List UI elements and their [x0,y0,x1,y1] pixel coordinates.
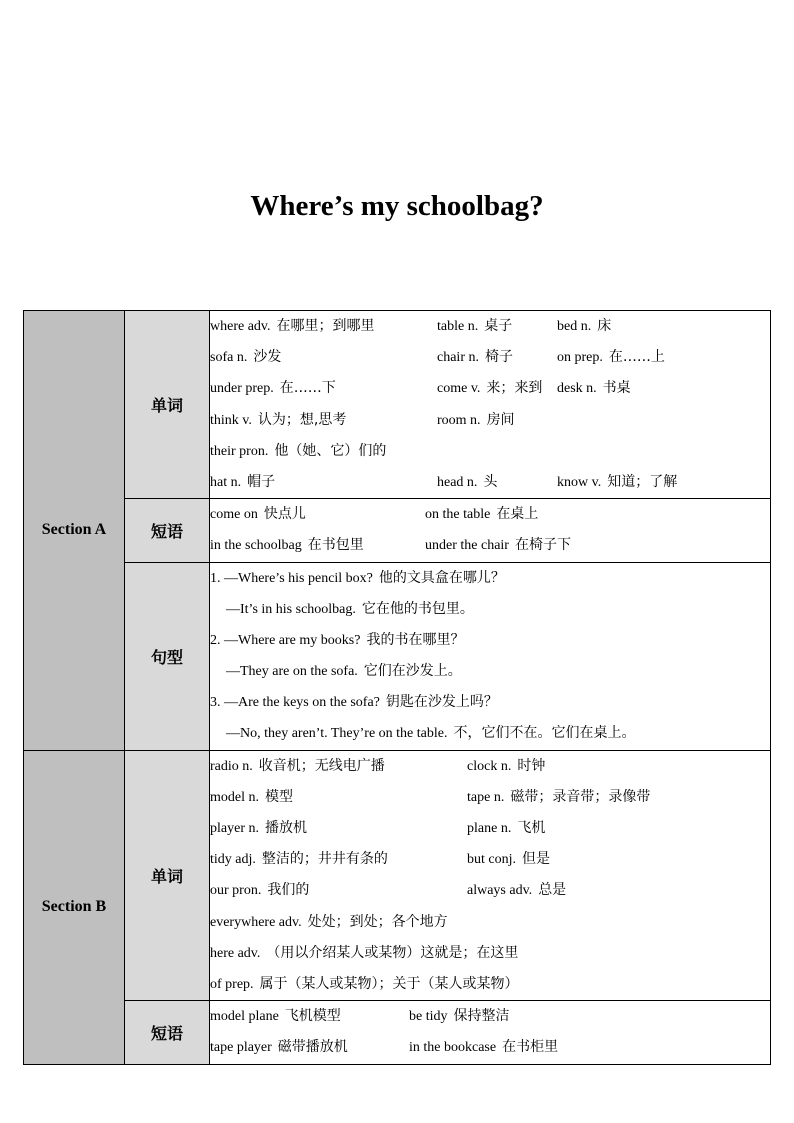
entry-chinese: 它们在沙发上。 [363,663,462,680]
entry-english: hat n. [210,474,242,490]
entry-english: come v. [437,381,481,397]
entry-chinese: 我们的 [267,882,310,899]
entry-english: come on [210,507,258,523]
entry-english: radio n. [210,758,253,774]
entry-line [210,938,770,969]
entry [467,875,566,906]
section-a-label: Section A [24,311,125,751]
entry-english: everywhere adv. [210,914,302,930]
entry-chinese: 椅子 [484,349,513,366]
entry-english: model plane [210,1009,279,1025]
entry-english: desk n. [557,381,597,397]
entry-chinese: 它在他的书包里。 [361,600,474,617]
entry-line [210,467,770,498]
entry-english: of prep. [210,976,254,992]
entry-line [210,751,770,782]
entry-english: in the bookcase [409,1040,497,1056]
entry-chinese: 属于（某人或某物）；关于（某人或某物） [259,975,519,992]
entry-english: always adv. [467,883,533,899]
entry [437,467,497,498]
entry-chinese: 来；来到 [486,380,543,397]
entry-chinese: 保持整洁 [453,1008,510,1025]
entry-english: 3. —Are the keys on the sofa? [210,695,380,711]
entry-chinese: 认为；想,思考 [257,411,347,428]
entry-chinese: （用以介绍某人或某物）这就是；在这里 [266,944,519,961]
entry-english: 2. —Where are my books? [210,632,361,648]
entry-english: model n. [210,789,259,805]
entry-english: but conj. [467,852,516,868]
entry [557,311,611,342]
entry [210,938,518,969]
entry-line [210,530,770,561]
entry-chinese: 在哪里；到哪里 [276,318,375,334]
entry [226,718,635,749]
entry [467,813,545,844]
entry-chinese: 整洁的；井井有条的 [261,851,388,868]
section-a-sentences-label: 句型 [125,562,210,750]
entry [210,875,309,906]
entry-english: on prep. [557,350,603,366]
entry [425,499,538,530]
entry-line [210,875,770,906]
entry-english: sofa n. [210,350,248,366]
entry [210,813,307,844]
section-b-words-row [24,750,771,1001]
entry-chinese: 书桌 [602,380,631,397]
entry-english: head n. [437,474,478,490]
entry-chinese: 磁带播放机 [277,1039,348,1056]
entry [210,436,386,467]
entry [210,563,505,594]
entry-line [210,907,770,938]
entry-chinese: 播放机 [264,820,307,836]
entry [210,1001,341,1032]
entry-chinese: 在椅子下 [514,537,571,554]
entry [210,467,275,498]
entry [210,751,385,782]
entry-chinese: 总是 [538,882,567,899]
entry-chinese: 在书包里 [307,537,364,554]
entry-chinese: 在……上 [608,349,665,366]
entry [437,311,512,342]
entry-chinese: 飞机模型 [284,1008,341,1025]
entry-english: 1. —Where’s his pencil box? [210,570,373,586]
entry-chinese: 模型 [265,788,293,805]
entry-chinese: 我的书在哪里？ [366,631,465,648]
entry-chinese: 飞机 [517,820,546,836]
entry-line [210,718,770,749]
entry [210,969,519,1000]
entry-line [210,499,770,530]
entry [210,625,464,656]
entry-line [210,342,770,373]
entry-english: —It’s in his schoolbag. [226,601,356,617]
entry-chinese: 沙发 [253,349,282,366]
entry [210,907,448,938]
entry-line [210,594,770,625]
entry-chinese: 不，它们不在。它们在桌上。 [453,725,636,742]
entry-english: table n. [437,319,479,334]
entry-line [210,844,770,875]
section-b-phrases [210,1001,771,1064]
entry-chinese: 在书柜里 [502,1039,559,1056]
entry [210,311,375,342]
entry-english: where adv. [210,319,271,334]
entry [210,1032,348,1063]
vocabulary-table [23,310,771,1065]
entry [210,530,364,561]
entry [467,844,550,875]
entry-english: tape player [210,1040,272,1056]
entry-line [210,782,770,813]
entry [210,499,306,530]
entry-english: chair n. [437,350,479,366]
section-b-words [210,750,771,1001]
entry-chinese: 帽子 [247,473,276,490]
entry [226,656,462,687]
entry-chinese: 时钟 [517,757,546,774]
entry-line [210,687,770,718]
entry [467,782,650,813]
entry [226,594,474,625]
entry-english: know v. [557,474,602,490]
entry [557,373,631,404]
entry [210,687,498,718]
entry-english: under the chair [425,538,509,554]
section-b-phrases-label: 短语 [125,1001,210,1064]
entry-chinese: 在……下 [279,380,336,397]
entry-english: room n. [437,412,481,428]
entry [437,342,513,373]
entry-english: our pron. [210,883,262,899]
entry-english: player n. [210,821,259,836]
entry-english: —They are on the sofa. [226,664,358,680]
entry-english: in the schoolbag [210,538,302,554]
entry-chinese: 桌子 [484,318,513,334]
section-a-phrases-row [24,499,771,562]
entry-english: bed n. [557,319,592,334]
entry-english: their pron. [210,443,269,459]
section-a-sentences-row [24,562,771,750]
entry-line [210,625,770,656]
entry-line [210,1001,770,1032]
entry [210,342,281,373]
entry-chinese: 房间 [486,411,515,428]
entry [437,405,515,436]
entry-english: tape n. [467,789,505,805]
entry-chinese: 头 [483,473,498,490]
entry-chinese: 他（她、它）们的 [274,442,387,459]
entry [210,844,388,875]
entry-chinese: 他的文具盒在哪儿？ [378,569,505,586]
entry [409,1032,558,1063]
entry-line [210,373,770,404]
entry-english: under prep. [210,381,274,397]
section-a-phrases [210,499,771,562]
entry [210,405,346,436]
entry-english: —No, they aren’t. They’re on the table. [226,726,448,742]
entry-line [210,656,770,687]
entry [557,342,665,373]
section-a-words-label: 单词 [125,311,210,499]
entry [467,751,545,782]
entry-line [210,1032,770,1063]
entry [210,373,336,404]
entry-english: here adv. [210,945,261,961]
entry-chinese: 快点儿 [263,506,306,523]
entry-chinese: 床 [597,318,612,334]
entry-english: clock n. [467,758,512,774]
entry-english: think v. [210,412,252,428]
entry-chinese: 在桌上 [496,506,539,523]
entry-chinese: 钥匙在沙发上吗？ [385,694,498,711]
entry-english: be tidy [409,1009,448,1025]
entry-chinese: 知道；了解 [607,473,678,490]
entry [409,1001,510,1032]
section-a-words [210,311,771,499]
entry-chinese: 但是 [522,851,550,868]
entry-chinese: 收音机；无线电广播 [258,757,385,774]
entry-chinese: 磁带；录音带；录像带 [510,788,651,805]
section-a-phrases-label: 短语 [125,499,210,562]
section-b-words-label: 单词 [125,750,210,1001]
page-title: Where’s my schoolbag? [250,190,544,222]
section-b-phrases-row [24,1001,771,1064]
entry-line [210,436,770,467]
entry-english: tidy adj. [210,852,256,868]
entry-line [210,563,770,594]
entry [425,530,571,561]
entry [437,373,542,404]
entry-chinese: 处处；到处；各个地方 [307,913,448,930]
section-a-words-row [24,311,771,499]
entry [557,467,677,498]
entry [210,782,293,813]
entry-english: on the table [425,507,491,523]
entry-line [210,311,770,342]
entry-line [210,813,770,844]
section-b-label: Section B [24,750,125,1064]
entry-line [210,969,770,1000]
entry-english: plane n. [467,821,512,836]
section-a-sentences [210,562,771,750]
entry-line [210,405,770,436]
